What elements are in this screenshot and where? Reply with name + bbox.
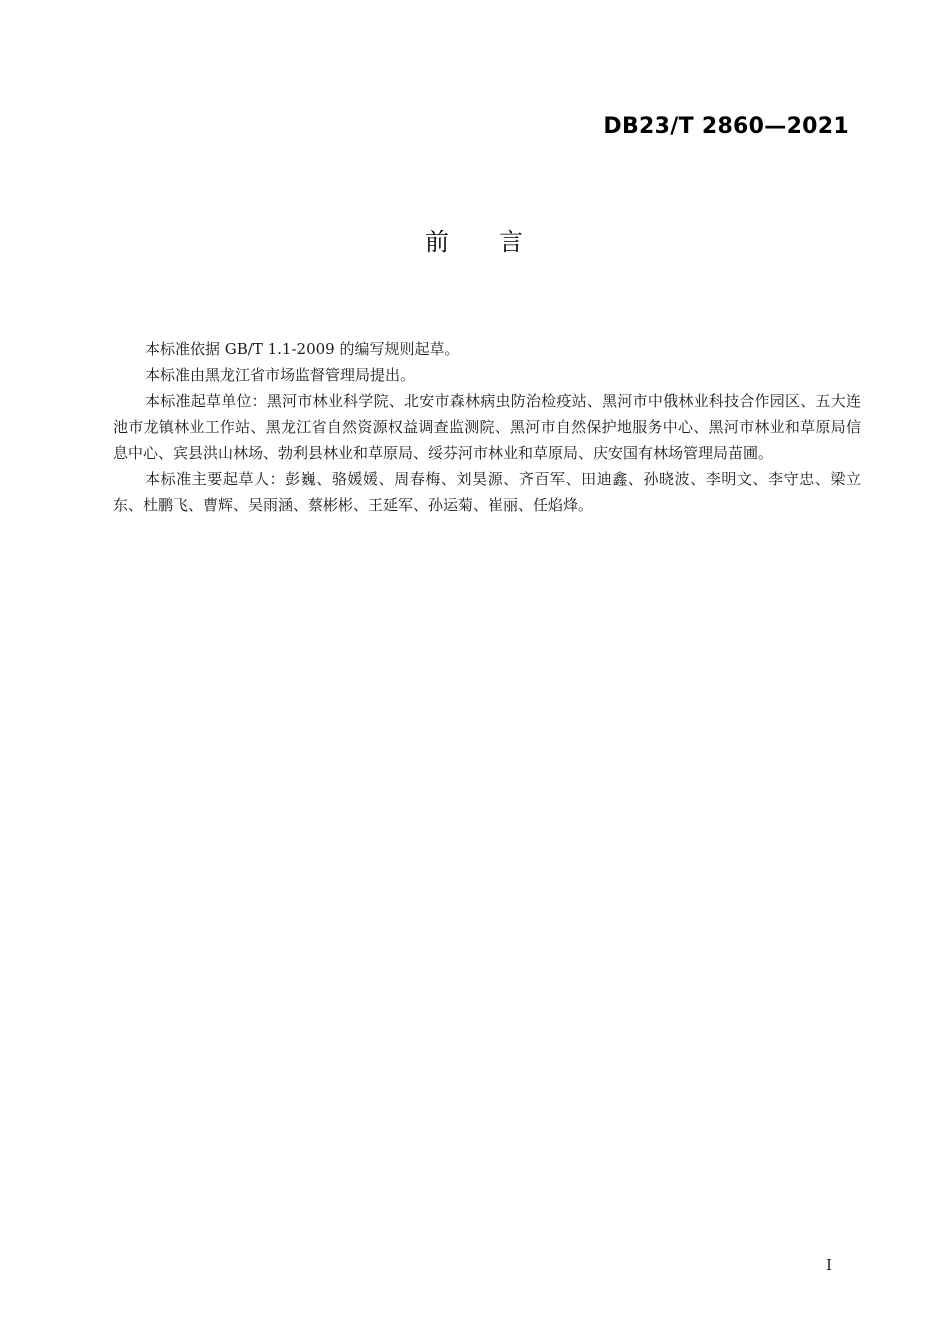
standard-code: DB23/T 2860—2021: [603, 114, 849, 139]
page-number: I: [826, 1256, 832, 1274]
foreword-body: [113, 336, 861, 518]
title-char-1: 前: [425, 228, 451, 256]
paragraph-drafting-units: 本标准起草单位：黑河市林业科学院、北安市森林病虫防治检疫站、黑河市中俄林业科技合作园区、五大连池市龙镇林业工作站、黑龙江省自然资源权益调查监测院、黑河市自然保护地服务中心、黑河市林业和草原局信息中心、宾县洪山林场、勃利县林业和草原局、绥芬河市林业和草原局、庆安国有林场管理局苗圃。: [113, 392, 861, 462]
title-char-2: 言: [499, 228, 525, 256]
paragraph-drafting-rules: 本标准依据 GB/T 1.1-2009 的编写规则起草。: [145, 340, 460, 358]
paragraph-drafters: 本标准主要起草人：彭巍、骆媛媛、周春梅、刘昊源、齐百军、田迪鑫、孙晓波、李明文、李守忠、梁立东、杜鹏飞、曹辉、吴雨涵、蔡彬彬、王延军、孙运菊、崔丽、任焰烽。: [113, 470, 861, 514]
paragraph-proposer: 本标准由黑龙江省市场监督管理局提出。: [145, 366, 416, 384]
page-title: [0, 222, 950, 257]
